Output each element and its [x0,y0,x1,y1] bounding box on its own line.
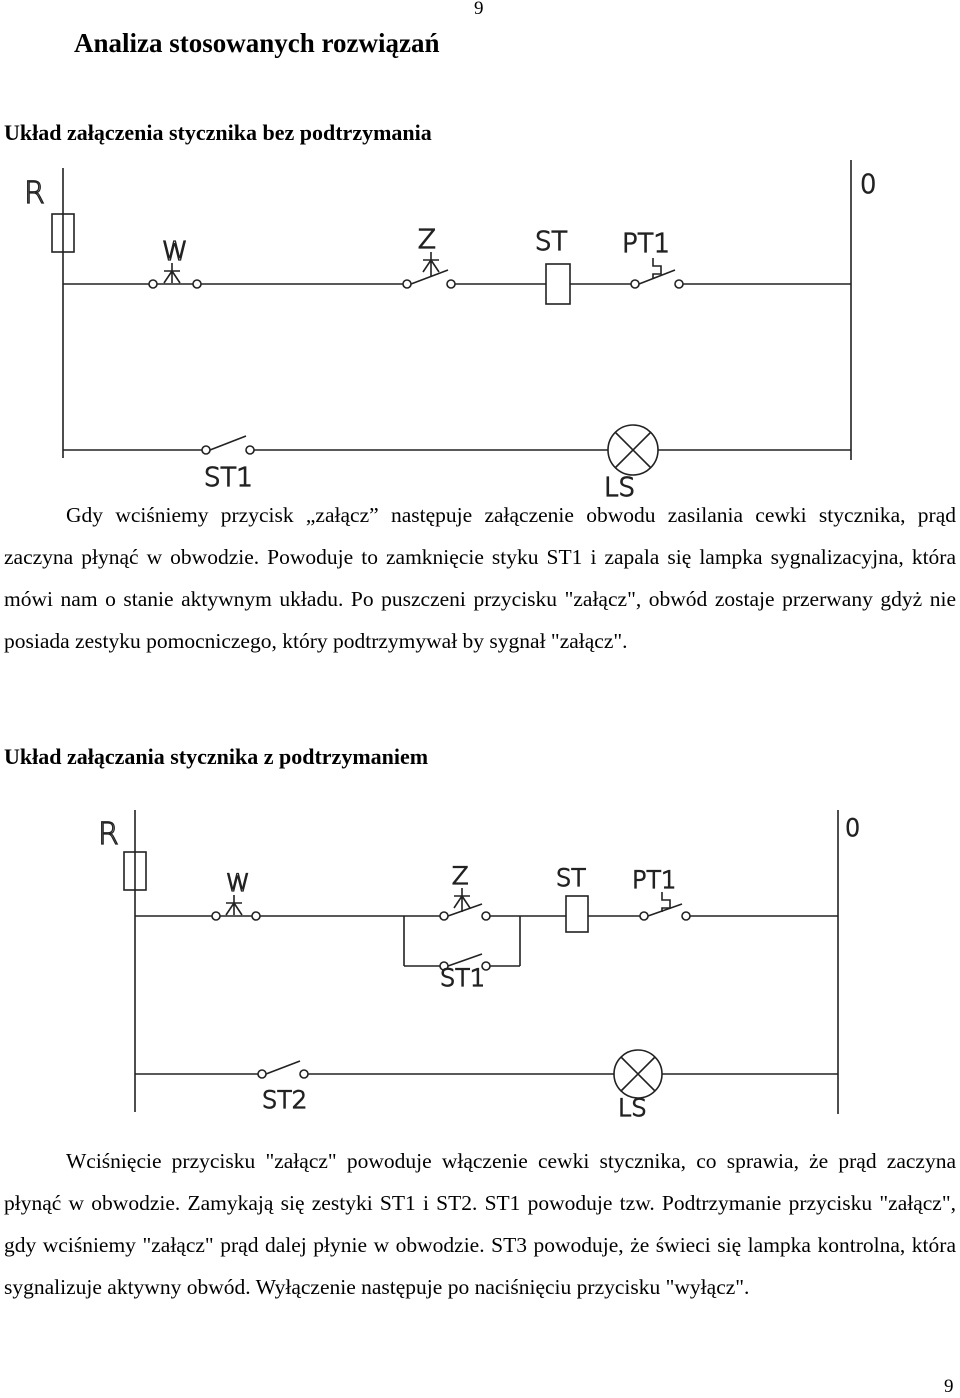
circuit-diagram-1 [0,160,960,500]
lamp-ls-label: LS [604,473,635,500]
lamp-ls-label: LS [618,1094,647,1120]
contact-st1-label: ST1 [204,463,253,493]
page-number-bottom: 9 [944,1376,954,1397]
rail-label-r: R [98,817,119,852]
hold-contact-st1-label: ST1 [440,964,486,992]
relay-pt1-contact [639,270,675,284]
section-2-paragraph: Wciśnięcie przycisku "załącz" powoduje włączenie cewki stycznika, co sprawia, że prąd zaczyna płynąć w obwodzie. Zamykają się zestyki ST1 i ST2. ST1 powoduje tzw. Podtrzymanie przycisku "załącz", gdy wciśniemy "załącz" prąd dalej płynie w obwodzie. ST3 powoduje, że świeci się lampka kontrolna, która sygnalizuje aktywny obwód. Wyłączenie następuje po naciśnięciu przycisku "wyłącz". [4,1149,956,1299]
rail-label-r: R [24,176,45,211]
circuit-diagram-2 [0,800,960,1120]
button-z-symbol [423,252,439,276]
coil-st-label: ST [535,227,568,257]
button-z-contact [448,904,482,916]
button-w-label: W [162,237,188,267]
relay-pt1-label: PT1 [622,229,671,259]
contact-st2-label: ST2 [262,1086,308,1114]
contact-st1 [210,436,246,450]
rail-label-0: 0 [845,814,861,842]
page-number-top: 9 [474,0,484,19]
coil-st-label: ST [556,864,586,892]
relay-pt1-contact [648,904,682,916]
section-2-heading: Układ załączania stycznika z podtrzymaniem [4,744,429,769]
page-title: Analiza stosowanych rozwiązań [74,28,440,58]
coil-st-symbol [566,896,588,932]
button-z-label: Z [452,862,469,890]
contact-st2 [266,1061,300,1074]
button-z-contact [411,270,448,284]
relay-pt1-symbol [653,258,661,278]
coil-st-symbol [546,264,570,304]
section-1-heading: Układ załączenia stycznika bez podtrzymania [4,120,432,145]
button-z-label: Z [418,225,436,255]
rail-label-0: 0 [860,170,877,200]
button-w-symbol [226,895,242,915]
button-w-label: W [226,869,250,897]
section-1-paragraph: Gdy wciśniemy przycisk „załącz” następuje załączenie obwodu zasilania cewki stycznika, prąd zaczyna płynąć w obwodzie. Powoduje to zamknięcie styku ST1 i zapala się lampka sygnalizacyjna, która mówi nam o stanie aktywnym układu. Po puszczeni przycisku "załącz", obwód zostaje przerwany gdyż nie posiada zestyku pomocniczego, który podtrzymywał by sygnał "załącz". [4,503,956,653]
relay-pt1-label: PT1 [632,866,677,894]
